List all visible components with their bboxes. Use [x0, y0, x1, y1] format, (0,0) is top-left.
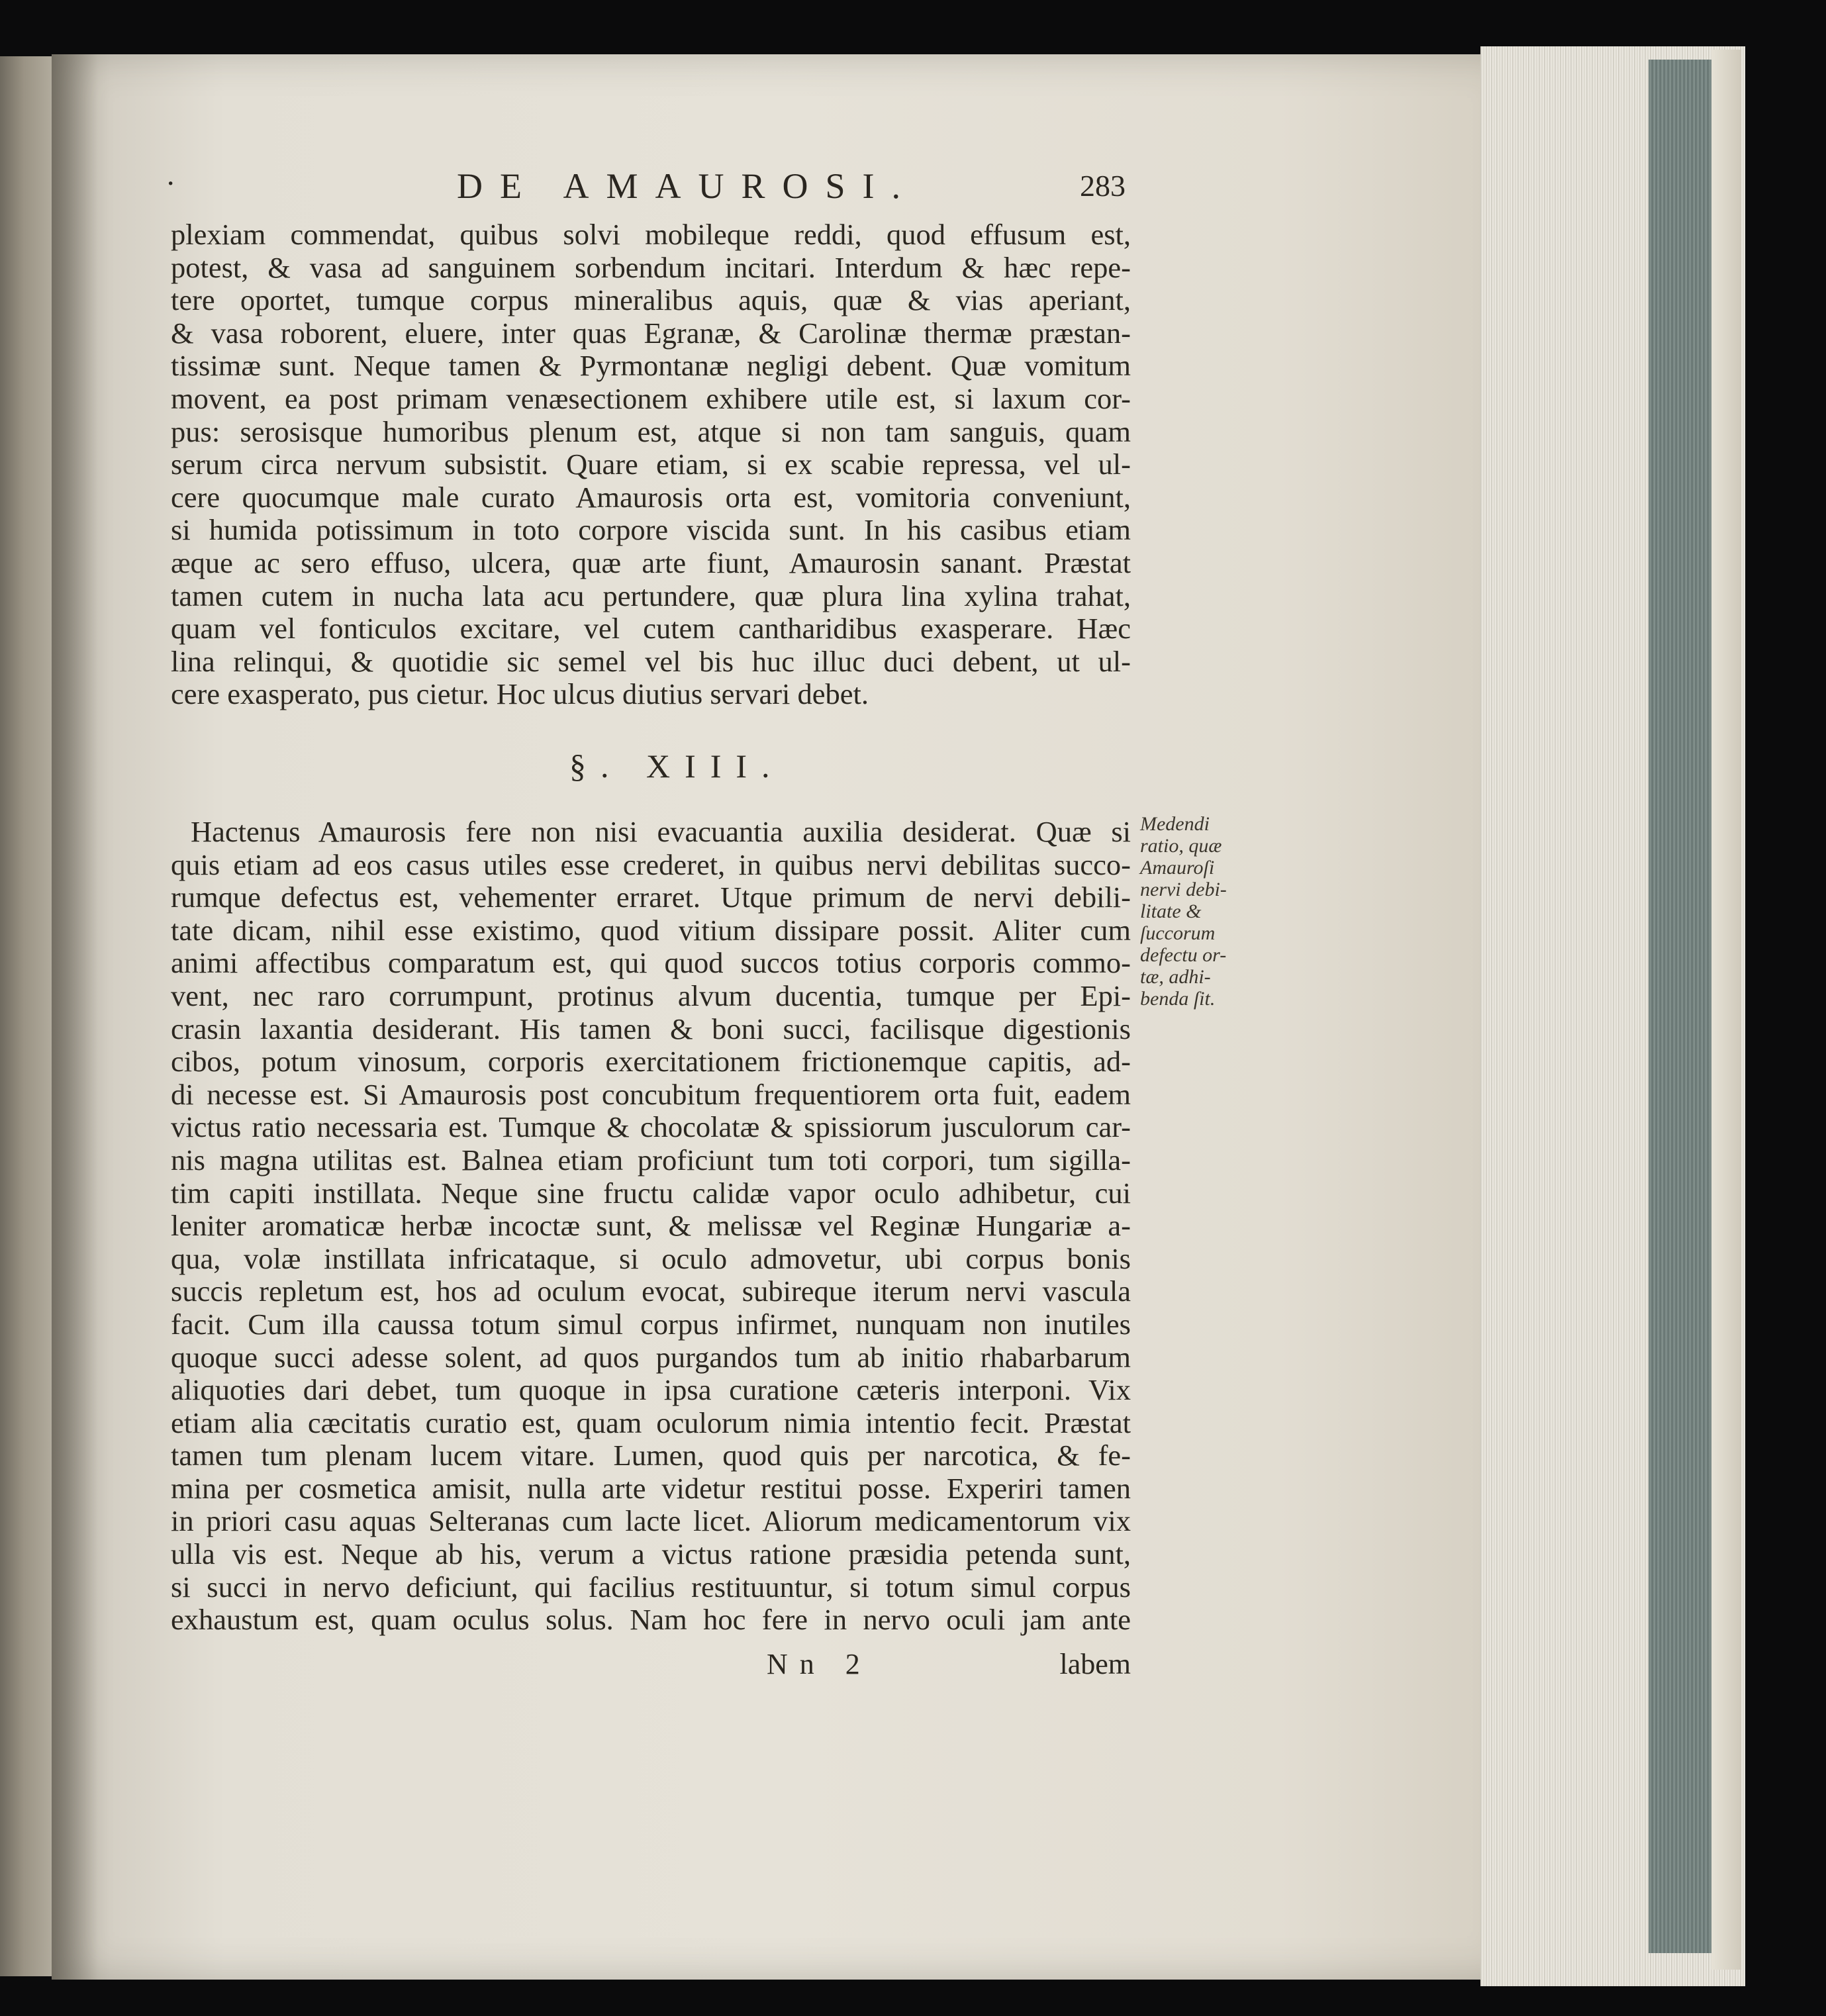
- text-line: plexiam commendat, quibus solvi mobileque reddi, quod effusum est,: [171, 218, 1131, 251]
- gutter-shadow: [52, 54, 98, 1980]
- text-line: animi affectibus comparatum est, qui quod succos totius corporis commo-: [171, 946, 1131, 980]
- text-line: in priori casu aquas Selteranas cum lacte licet. Aliorum medicamentorum vix: [171, 1504, 1131, 1538]
- text-line: tamen tum plenam lucem vitare. Lumen, quod quis per narcotica, & fe-: [171, 1439, 1131, 1472]
- text-line: quoque succi adesse solent, ad quos purgandos tum ab initio rhabarbarum: [171, 1340, 1131, 1374]
- text-line: tamen cutem in nucha lata acu pertundere, quæ plura lina xylina trahat,: [171, 579, 1131, 612]
- text-line: crasin laxantia desiderant. His tamen & boni succi, facilisque digestionis: [171, 1012, 1131, 1045]
- text-line: ulla vis est. Neque ab his, verum a victus ratione præsidia petenda sunt,: [171, 1537, 1131, 1571]
- text-line: di necesse est. Si Amaurosis post concubitum frequentiorem orta fuit, eadem: [171, 1077, 1131, 1111]
- text-line: tate dicam, nihil esse existimo, quod vitium dissipare possit. Aliter cum: [171, 913, 1131, 947]
- paragraph-1: [171, 218, 1131, 711]
- marginal-note: [1140, 813, 1239, 1010]
- text-line: lina relinqui, & quotidie sic semel vel bis huc illuc duci debent, ut ul-: [171, 644, 1131, 678]
- page-edges-stained: [1649, 60, 1715, 1953]
- section-heading: §. XIII.: [569, 747, 785, 785]
- signature-mark: Nn 2: [767, 1648, 872, 1680]
- text-line: cibos, potum vinosum, corporis exercitationem frictionemque capitis, ad-: [171, 1045, 1131, 1079]
- text-line: succis repletum est, hos ad oculum evocat, subireque iterum nervi vascula: [171, 1274, 1131, 1308]
- text-line: æque ac sero effuso, ulcera, quæ arte fiunt, Amaurosin sanant. Præstat: [171, 546, 1131, 579]
- marginal-note-line: Medendi: [1140, 813, 1210, 835]
- text-line: quis etiam ad eos casus utiles esse crederet, in quibus nervi debilitas succo-: [171, 847, 1131, 881]
- text-line: facit. Cum illa caussa totum simul corpus infirmet, nunquam non inutiles: [171, 1307, 1131, 1341]
- text-line: victus ratio necessaria est. Tumque & chocolatæ & spissiorum jusculorum car-: [171, 1110, 1131, 1144]
- paragraph-2: [171, 816, 1131, 1637]
- marginal-note-line: ratio, quæ: [1140, 835, 1222, 857]
- text-line: vent, nec raro corrumpunt, protinus alvum ducentia, tumque per Epi-: [171, 979, 1131, 1012]
- text-line: potest, & vasa ad sanguinem sorbendum incitari. Interdum & hæc repe-: [171, 250, 1131, 284]
- text-line: exhaustum est, quam oculus solus. Nam hoc fere in nervo oculi jam ante: [171, 1603, 1131, 1637]
- marginal-note-line: nervi debi-: [1140, 879, 1227, 900]
- marginal-note-line: tæ, adhi-: [1140, 966, 1211, 988]
- text-line: serum circa nervum subsistit. Quare etiam, si ex scabie repressa, vel ul-: [171, 448, 1131, 481]
- text-line: tim capiti instillata. Neque sine fructu calidæ vapor oculo adhibetur, cui: [171, 1176, 1131, 1210]
- text-line: etiam alia cæcitatis curatio est, quam oculorum nimia intentio fecit. Præstat: [171, 1406, 1131, 1439]
- text-line: mina per cosmetica amisit, nulla arte videtur restitui posse. Experiri tamen: [171, 1471, 1131, 1505]
- marginal-note-line: litate &: [1140, 900, 1202, 922]
- running-title: DE AMAUROSI.: [457, 166, 918, 206]
- text-line: quam vel fonticulos excitare, vel cutem cantharidibus exasperare. Hæc: [171, 612, 1131, 646]
- text-line: cere quocumque male curato Amaurosis orta est, vomitoria conveniunt,: [171, 480, 1131, 514]
- header-mark: ·: [166, 166, 176, 200]
- back-cover-edge: [1711, 50, 1741, 1970]
- marginal-note-line: benda ſit.: [1140, 988, 1216, 1010]
- text-line: leniter aromaticæ herbæ incoctæ sunt, & melissæ vel Reginæ Hungariæ a-: [171, 1209, 1131, 1243]
- text-line: nis magna utilitas est. Balnea etiam proficiunt tum toti corpori, tum sigilla-: [171, 1143, 1131, 1176]
- marginal-note-line: Amauroſi: [1140, 857, 1215, 879]
- text-line: aliquoties dari debet, tum quoque in ipsa curatione cæteris interponi. Vix: [171, 1373, 1131, 1407]
- text-line: si succi in nervo deficiunt, qui facilius restituuntur, si totum simul corpus: [171, 1570, 1131, 1604]
- text-line: si humida potissimum in toto corpore viscida sunt. In his casibus etiam: [171, 513, 1131, 547]
- facing-page-edge: [0, 56, 60, 1976]
- text-line: rumque defectus est, vehementer erraret. Utque primum de nervi debili-: [171, 881, 1131, 914]
- marginal-note-line: defectu or-: [1140, 944, 1227, 966]
- text-line: & vasa roborent, eluere, inter quas Egranæ, & Carolinæ thermæ præstan-: [171, 316, 1131, 350]
- page-footer: [171, 1647, 1131, 1687]
- text-line: cere exasperato, pus cietur. Hoc ulcus diutius servari debet.: [171, 677, 869, 711]
- page-number: 283: [1080, 169, 1126, 203]
- marginal-note-line: ſuccorum: [1140, 922, 1216, 944]
- text-line: tere oportet, tumque corpus mineralibus aquis, quæ & vias aperiant,: [171, 283, 1131, 317]
- text-line: qua, volæ instillata infricataque, si oculo admovetur, ubi corpus bonis: [171, 1241, 1131, 1275]
- text-line: pus: serosisque humoribus plenum est, atque si non tam sanguis, quam: [171, 414, 1131, 448]
- page-header: [166, 166, 1132, 212]
- text-line: tissimæ sunt. Neque tamen & Pyrmontanæ negligi debent. Quæ vomitum: [171, 349, 1131, 383]
- text-line: Hactenus Amaurosis fere non nisi evacuantia auxilia desiderat. Quæ si: [191, 815, 1131, 848]
- catchword: labem: [1059, 1648, 1131, 1680]
- text-line: movent, ea post primam venæsectionem exhibere utile est, si laxum cor-: [171, 381, 1131, 415]
